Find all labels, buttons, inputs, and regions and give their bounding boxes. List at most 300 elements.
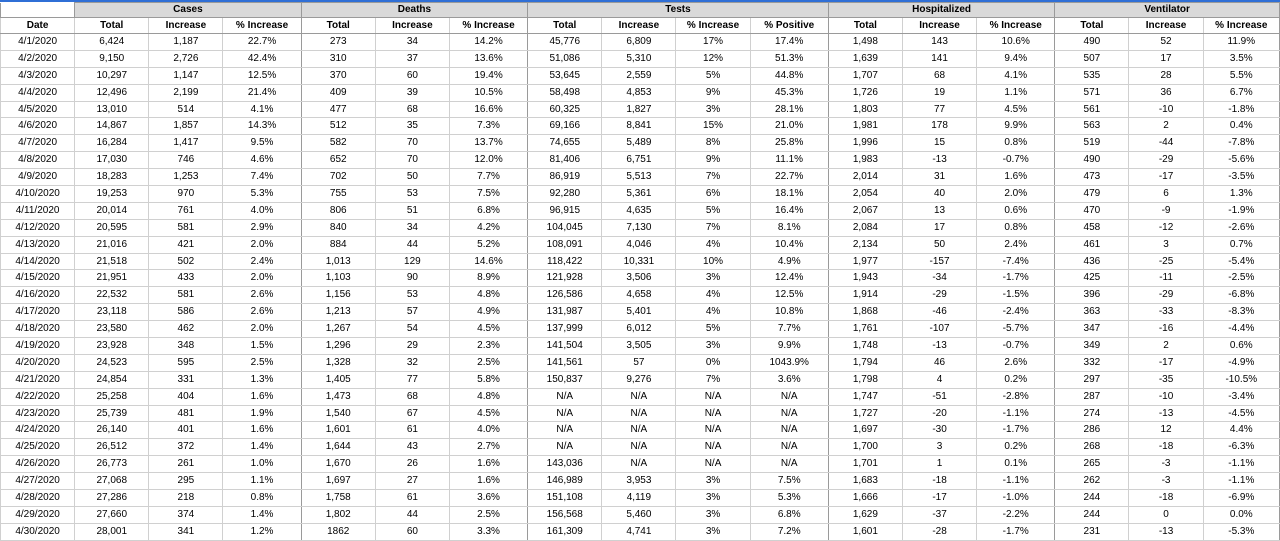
table-cell[interactable]: 4,741 [602, 523, 676, 540]
table-cell[interactable]: -2.4% [977, 304, 1055, 321]
table-cell[interactable]: 535 [1055, 67, 1129, 84]
table-cell[interactable]: 563 [1055, 118, 1129, 135]
table-cell[interactable]: -37 [902, 506, 976, 523]
table-cell[interactable]: 27,286 [75, 490, 149, 507]
table-cell[interactable]: -6.9% [1203, 490, 1279, 507]
table-cell[interactable]: 15 [902, 135, 976, 152]
date-cell[interactable]: 4/17/2020 [1, 304, 75, 321]
table-cell[interactable]: 19 [902, 84, 976, 101]
table-cell[interactable]: 28,001 [75, 523, 149, 540]
table-cell[interactable]: 21,518 [75, 253, 149, 270]
table-cell[interactable]: 1,013 [301, 253, 375, 270]
table-cell[interactable]: 151,108 [528, 490, 602, 507]
table-cell[interactable]: 1,187 [149, 34, 223, 51]
table-cell[interactable]: 3 [1129, 236, 1203, 253]
date-cell[interactable]: 4/15/2020 [1, 270, 75, 287]
table-cell[interactable]: 34 [375, 219, 449, 236]
date-cell[interactable]: 4/11/2020 [1, 202, 75, 219]
table-cell[interactable]: 39 [375, 84, 449, 101]
table-cell[interactable]: 13 [902, 202, 976, 219]
table-cell[interactable]: 2,054 [828, 186, 902, 203]
table-cell[interactable]: 261 [149, 456, 223, 473]
table-cell[interactable]: 1,639 [828, 50, 902, 67]
table-cell[interactable]: -44 [1129, 135, 1203, 152]
table-cell[interactable]: 571 [1055, 84, 1129, 101]
date-cell[interactable]: 4/7/2020 [1, 135, 75, 152]
table-cell[interactable]: -6.3% [1203, 439, 1279, 456]
table-cell[interactable]: 1,601 [828, 523, 902, 540]
table-cell[interactable]: 69,166 [528, 118, 602, 135]
table-cell[interactable]: 10.8% [750, 304, 828, 321]
table-cell[interactable]: 1.1% [977, 84, 1055, 101]
table-cell[interactable]: 3% [676, 101, 750, 118]
table-cell[interactable]: -46 [902, 304, 976, 321]
table-cell[interactable]: 2.4% [977, 236, 1055, 253]
table-cell[interactable]: -3 [1129, 473, 1203, 490]
table-cell[interactable]: 44.8% [750, 67, 828, 84]
table-cell[interactable]: 1,747 [828, 388, 902, 405]
table-cell[interactable]: 24,854 [75, 371, 149, 388]
table-cell[interactable]: 244 [1055, 490, 1129, 507]
table-cell[interactable]: -34 [902, 270, 976, 287]
table-cell[interactable]: 53 [375, 186, 449, 203]
table-cell[interactable]: 4.0% [223, 202, 301, 219]
table-cell[interactable]: 10% [676, 253, 750, 270]
table-cell[interactable]: 1.0% [223, 456, 301, 473]
table-cell[interactable]: 0.8% [977, 219, 1055, 236]
table-cell[interactable]: 7.4% [223, 169, 301, 186]
table-cell[interactable]: 45,776 [528, 34, 602, 51]
table-cell[interactable]: 161,309 [528, 523, 602, 540]
column-header[interactable]: % Positive [750, 18, 828, 34]
table-cell[interactable]: 9,150 [75, 50, 149, 67]
table-cell[interactable]: 4,119 [602, 490, 676, 507]
table-cell[interactable]: 21,951 [75, 270, 149, 287]
table-cell[interactable]: 1.6% [223, 388, 301, 405]
table-cell[interactable]: N/A [750, 439, 828, 456]
table-cell[interactable]: 12.5% [223, 67, 301, 84]
date-cell[interactable]: 4/28/2020 [1, 490, 75, 507]
table-cell[interactable]: 2.0% [223, 270, 301, 287]
table-cell[interactable]: 2 [1129, 118, 1203, 135]
table-cell[interactable]: 586 [149, 304, 223, 321]
column-header[interactable]: % Increase [223, 18, 301, 34]
table-cell[interactable]: 1.9% [223, 405, 301, 422]
table-cell[interactable]: -4.9% [1203, 354, 1279, 371]
column-header[interactable]: Total [528, 18, 602, 34]
date-cell[interactable]: 4/8/2020 [1, 152, 75, 169]
table-cell[interactable]: 4.5% [449, 321, 527, 338]
table-cell[interactable]: -28 [902, 523, 976, 540]
date-cell[interactable]: 4/16/2020 [1, 287, 75, 304]
table-cell[interactable]: 5,361 [602, 186, 676, 203]
table-cell[interactable]: 0.2% [977, 371, 1055, 388]
table-cell[interactable]: 1,666 [828, 490, 902, 507]
table-cell[interactable]: 9,276 [602, 371, 676, 388]
table-cell[interactable]: 490 [1055, 152, 1129, 169]
table-cell[interactable]: 582 [301, 135, 375, 152]
table-cell[interactable]: 561 [1055, 101, 1129, 118]
column-header[interactable]: % Increase [977, 18, 1055, 34]
table-cell[interactable]: 6,424 [75, 34, 149, 51]
table-cell[interactable]: 3% [676, 338, 750, 355]
table-cell[interactable]: 5.2% [449, 236, 527, 253]
table-cell[interactable]: 18,283 [75, 169, 149, 186]
table-cell[interactable]: 363 [1055, 304, 1129, 321]
table-cell[interactable]: N/A [676, 439, 750, 456]
table-cell[interactable]: 4% [676, 236, 750, 253]
table-cell[interactable]: N/A [602, 439, 676, 456]
table-cell[interactable]: 595 [149, 354, 223, 371]
table-cell[interactable]: 1.4% [223, 439, 301, 456]
table-cell[interactable]: 3.6% [449, 490, 527, 507]
table-cell[interactable]: 1,156 [301, 287, 375, 304]
table-cell[interactable]: 481 [149, 405, 223, 422]
table-cell[interactable]: 16.6% [449, 101, 527, 118]
table-cell[interactable]: 1.6% [223, 422, 301, 439]
table-cell[interactable]: N/A [602, 456, 676, 473]
table-cell[interactable]: 1,473 [301, 388, 375, 405]
table-cell[interactable]: 2.6% [223, 304, 301, 321]
table-cell[interactable]: 141,561 [528, 354, 602, 371]
table-cell[interactable]: -12 [1129, 219, 1203, 236]
table-cell[interactable]: 12.0% [449, 152, 527, 169]
column-header[interactable]: Increase [149, 18, 223, 34]
table-cell[interactable]: 21.0% [750, 118, 828, 135]
table-cell[interactable]: -16 [1129, 321, 1203, 338]
table-cell[interactable]: 286 [1055, 422, 1129, 439]
table-cell[interactable]: 12 [1129, 422, 1203, 439]
table-cell[interactable]: -7.4% [977, 253, 1055, 270]
date-cell[interactable]: 4/9/2020 [1, 169, 75, 186]
table-cell[interactable]: 4.2% [449, 219, 527, 236]
table-cell[interactable]: 1,328 [301, 354, 375, 371]
table-cell[interactable]: N/A [750, 456, 828, 473]
table-cell[interactable]: N/A [602, 422, 676, 439]
table-cell[interactable]: 6% [676, 186, 750, 203]
table-cell[interactable]: -6.8% [1203, 287, 1279, 304]
date-cell[interactable]: 4/3/2020 [1, 67, 75, 84]
table-cell[interactable]: 262 [1055, 473, 1129, 490]
table-cell[interactable]: 146,989 [528, 473, 602, 490]
table-cell[interactable]: 34 [375, 34, 449, 51]
table-cell[interactable]: -4.4% [1203, 321, 1279, 338]
table-cell[interactable]: 473 [1055, 169, 1129, 186]
table-cell[interactable]: 96,915 [528, 202, 602, 219]
date-cell[interactable]: 4/1/2020 [1, 34, 75, 51]
table-cell[interactable]: 22,532 [75, 287, 149, 304]
table-cell[interactable]: -107 [902, 321, 976, 338]
table-cell[interactable]: 57 [602, 354, 676, 371]
table-cell[interactable]: 0.6% [1203, 338, 1279, 355]
table-cell[interactable]: 297 [1055, 371, 1129, 388]
table-cell[interactable]: 54 [375, 321, 449, 338]
table-cell[interactable]: 3.3% [449, 523, 527, 540]
table-cell[interactable]: 17.4% [750, 34, 828, 51]
table-cell[interactable]: 77 [902, 101, 976, 118]
table-cell[interactable]: 1862 [301, 523, 375, 540]
table-cell[interactable]: 3.6% [750, 371, 828, 388]
date-cell[interactable]: 4/20/2020 [1, 354, 75, 371]
table-cell[interactable]: -7.8% [1203, 135, 1279, 152]
table-cell[interactable]: 0% [676, 354, 750, 371]
table-cell[interactable]: 44 [375, 236, 449, 253]
table-cell[interactable]: -2.2% [977, 506, 1055, 523]
table-cell[interactable]: 652 [301, 152, 375, 169]
table-cell[interactable]: 16,284 [75, 135, 149, 152]
date-cell[interactable]: 4/23/2020 [1, 405, 75, 422]
table-cell[interactable]: 6.7% [1203, 84, 1279, 101]
table-cell[interactable]: -1.1% [1203, 473, 1279, 490]
table-cell[interactable]: 92,280 [528, 186, 602, 203]
table-cell[interactable]: 1,977 [828, 253, 902, 270]
date-cell[interactable]: 4/18/2020 [1, 321, 75, 338]
table-cell[interactable]: 7% [676, 371, 750, 388]
table-cell[interactable]: 409 [301, 84, 375, 101]
date-cell[interactable]: 4/29/2020 [1, 506, 75, 523]
table-cell[interactable]: 884 [301, 236, 375, 253]
table-cell[interactable]: 12.4% [750, 270, 828, 287]
table-cell[interactable]: 60,325 [528, 101, 602, 118]
table-cell[interactable]: -13 [1129, 405, 1203, 422]
table-cell[interactable]: 3% [676, 490, 750, 507]
table-cell[interactable]: -0.7% [977, 152, 1055, 169]
table-cell[interactable]: 9.4% [977, 50, 1055, 67]
table-cell[interactable]: 1,748 [828, 338, 902, 355]
table-cell[interactable]: 512 [301, 118, 375, 135]
table-cell[interactable]: 178 [902, 118, 976, 135]
table-cell[interactable]: 1.6% [449, 456, 527, 473]
table-cell[interactable]: -1.7% [977, 270, 1055, 287]
table-cell[interactable]: 5% [676, 67, 750, 84]
column-header[interactable]: Date [1, 18, 75, 34]
table-cell[interactable]: 3.5% [1203, 50, 1279, 67]
table-cell[interactable]: N/A [528, 439, 602, 456]
table-cell[interactable]: 1,296 [301, 338, 375, 355]
table-cell[interactable]: 0.4% [1203, 118, 1279, 135]
table-cell[interactable]: 273 [301, 34, 375, 51]
table-cell[interactable]: -17 [1129, 354, 1203, 371]
table-cell[interactable]: -5.4% [1203, 253, 1279, 270]
table-cell[interactable]: 68 [375, 101, 449, 118]
table-cell[interactable]: 90 [375, 270, 449, 287]
table-cell[interactable]: 3% [676, 506, 750, 523]
table-cell[interactable]: N/A [676, 405, 750, 422]
table-cell[interactable]: 702 [301, 169, 375, 186]
table-cell[interactable]: 1,798 [828, 371, 902, 388]
table-cell[interactable]: 25,258 [75, 388, 149, 405]
table-cell[interactable]: 6,751 [602, 152, 676, 169]
table-cell[interactable]: 35 [375, 118, 449, 135]
table-cell[interactable]: 2,134 [828, 236, 902, 253]
table-cell[interactable]: 31 [902, 169, 976, 186]
table-cell[interactable]: 1,213 [301, 304, 375, 321]
date-cell[interactable]: 4/30/2020 [1, 523, 75, 540]
table-cell[interactable]: -5.3% [1203, 523, 1279, 540]
table-cell[interactable]: -1.9% [1203, 202, 1279, 219]
table-cell[interactable]: 268 [1055, 439, 1129, 456]
table-cell[interactable]: 2.0% [223, 236, 301, 253]
table-cell[interactable]: 1,802 [301, 506, 375, 523]
table-cell[interactable]: 287 [1055, 388, 1129, 405]
table-cell[interactable]: 70 [375, 152, 449, 169]
table-cell[interactable]: 5,310 [602, 50, 676, 67]
table-cell[interactable]: -3.5% [1203, 169, 1279, 186]
table-cell[interactable]: N/A [528, 405, 602, 422]
table-cell[interactable]: 1,267 [301, 321, 375, 338]
table-cell[interactable]: -3.4% [1203, 388, 1279, 405]
table-cell[interactable]: 401 [149, 422, 223, 439]
table-cell[interactable]: 2.5% [449, 354, 527, 371]
table-cell[interactable]: 20,595 [75, 219, 149, 236]
table-cell[interactable]: 27,660 [75, 506, 149, 523]
table-cell[interactable]: 1,683 [828, 473, 902, 490]
table-cell[interactable]: 8.9% [449, 270, 527, 287]
date-cell[interactable]: 4/27/2020 [1, 473, 75, 490]
table-cell[interactable]: 4,658 [602, 287, 676, 304]
table-cell[interactable]: 43 [375, 439, 449, 456]
table-cell[interactable]: 507 [1055, 50, 1129, 67]
table-cell[interactable]: N/A [528, 422, 602, 439]
table-cell[interactable]: 0.6% [977, 202, 1055, 219]
table-cell[interactable]: 746 [149, 152, 223, 169]
table-cell[interactable]: 42.4% [223, 50, 301, 67]
table-cell[interactable]: -10 [1129, 101, 1203, 118]
table-cell[interactable]: 10,331 [602, 253, 676, 270]
table-cell[interactable]: 5,489 [602, 135, 676, 152]
table-cell[interactable]: 2.5% [223, 354, 301, 371]
table-cell[interactable]: 244 [1055, 506, 1129, 523]
table-cell[interactable]: -1.1% [977, 405, 1055, 422]
table-cell[interactable]: 2,199 [149, 84, 223, 101]
table-cell[interactable]: 5% [676, 321, 750, 338]
table-cell[interactable]: 74,655 [528, 135, 602, 152]
table-cell[interactable]: 45.3% [750, 84, 828, 101]
table-cell[interactable]: 2.6% [223, 287, 301, 304]
table-cell[interactable]: 1,253 [149, 169, 223, 186]
table-cell[interactable]: 274 [1055, 405, 1129, 422]
table-cell[interactable]: 0.1% [977, 456, 1055, 473]
table-cell[interactable]: 5,401 [602, 304, 676, 321]
table-cell[interactable]: 6,012 [602, 321, 676, 338]
table-cell[interactable]: 21,016 [75, 236, 149, 253]
table-cell[interactable]: 14.2% [449, 34, 527, 51]
table-cell[interactable]: 5% [676, 202, 750, 219]
table-cell[interactable]: 970 [149, 186, 223, 203]
table-cell[interactable]: 1.3% [223, 371, 301, 388]
table-cell[interactable]: 118,422 [528, 253, 602, 270]
table-cell[interactable]: 0 [1129, 506, 1203, 523]
table-cell[interactable]: 10.5% [449, 84, 527, 101]
table-cell[interactable]: 22.7% [223, 34, 301, 51]
table-cell[interactable]: 51,086 [528, 50, 602, 67]
table-cell[interactable]: 2,559 [602, 67, 676, 84]
table-cell[interactable]: 5,460 [602, 506, 676, 523]
table-cell[interactable]: 1.2% [223, 523, 301, 540]
table-cell[interactable]: 29 [375, 338, 449, 355]
table-cell[interactable]: 436 [1055, 253, 1129, 270]
table-cell[interactable]: 10,297 [75, 67, 149, 84]
table-cell[interactable]: 11.1% [750, 152, 828, 169]
table-cell[interactable]: 141,504 [528, 338, 602, 355]
table-cell[interactable]: 5,513 [602, 169, 676, 186]
table-cell[interactable]: -18 [1129, 439, 1203, 456]
table-cell[interactable]: 9% [676, 84, 750, 101]
date-cell[interactable]: 4/6/2020 [1, 118, 75, 135]
table-cell[interactable]: -29 [902, 287, 976, 304]
table-cell[interactable]: 4,853 [602, 84, 676, 101]
table-cell[interactable]: 3% [676, 270, 750, 287]
table-cell[interactable]: 1,644 [301, 439, 375, 456]
table-cell[interactable]: 1,629 [828, 506, 902, 523]
table-cell[interactable]: 104,045 [528, 219, 602, 236]
table-cell[interactable]: 1,405 [301, 371, 375, 388]
table-cell[interactable]: N/A [750, 405, 828, 422]
column-header[interactable]: Total [828, 18, 902, 34]
table-cell[interactable]: 1,803 [828, 101, 902, 118]
table-cell[interactable]: -17 [902, 490, 976, 507]
table-cell[interactable]: 70 [375, 135, 449, 152]
table-cell[interactable]: -30 [902, 422, 976, 439]
table-cell[interactable]: 40 [902, 186, 976, 203]
table-cell[interactable]: 28.1% [750, 101, 828, 118]
date-cell[interactable]: 4/25/2020 [1, 439, 75, 456]
table-cell[interactable]: 32 [375, 354, 449, 371]
table-cell[interactable]: -3 [1129, 456, 1203, 473]
table-cell[interactable]: -13 [902, 338, 976, 355]
table-cell[interactable]: 3 [902, 439, 976, 456]
table-cell[interactable]: 2.0% [223, 321, 301, 338]
table-cell[interactable]: 121,928 [528, 270, 602, 287]
table-cell[interactable]: 2,084 [828, 219, 902, 236]
table-cell[interactable]: N/A [602, 405, 676, 422]
table-cell[interactable]: 1.3% [1203, 186, 1279, 203]
date-cell[interactable]: 4/14/2020 [1, 253, 75, 270]
table-cell[interactable]: N/A [528, 388, 602, 405]
table-cell[interactable]: 26,773 [75, 456, 149, 473]
table-cell[interactable]: -9 [1129, 202, 1203, 219]
table-cell[interactable]: 2,067 [828, 202, 902, 219]
table-cell[interactable]: -1.7% [977, 422, 1055, 439]
table-cell[interactable]: 12,496 [75, 84, 149, 101]
table-cell[interactable]: 2.6% [977, 354, 1055, 371]
table-cell[interactable]: 1,758 [301, 490, 375, 507]
table-cell[interactable]: 12.5% [750, 287, 828, 304]
table-cell[interactable]: 0.8% [977, 135, 1055, 152]
date-cell[interactable]: 4/5/2020 [1, 101, 75, 118]
table-cell[interactable]: 131,987 [528, 304, 602, 321]
table-cell[interactable]: 108,091 [528, 236, 602, 253]
table-cell[interactable]: 4.8% [449, 388, 527, 405]
table-cell[interactable]: 3% [676, 473, 750, 490]
table-cell[interactable]: 4.6% [223, 152, 301, 169]
table-cell[interactable]: 52 [1129, 34, 1203, 51]
table-cell[interactable]: 17 [1129, 50, 1203, 67]
date-cell[interactable]: 4/2/2020 [1, 50, 75, 67]
table-cell[interactable]: 1,996 [828, 135, 902, 152]
table-cell[interactable]: 3,505 [602, 338, 676, 355]
table-cell[interactable]: -29 [1129, 152, 1203, 169]
table-cell[interactable]: 4.4% [1203, 422, 1279, 439]
date-cell[interactable]: 4/13/2020 [1, 236, 75, 253]
column-header[interactable]: % Increase [449, 18, 527, 34]
table-cell[interactable]: 1,794 [828, 354, 902, 371]
table-cell[interactable]: 2.5% [449, 506, 527, 523]
table-cell[interactable]: 2.4% [223, 253, 301, 270]
table-cell[interactable]: 9.5% [223, 135, 301, 152]
table-cell[interactable]: 519 [1055, 135, 1129, 152]
table-cell[interactable]: 470 [1055, 202, 1129, 219]
